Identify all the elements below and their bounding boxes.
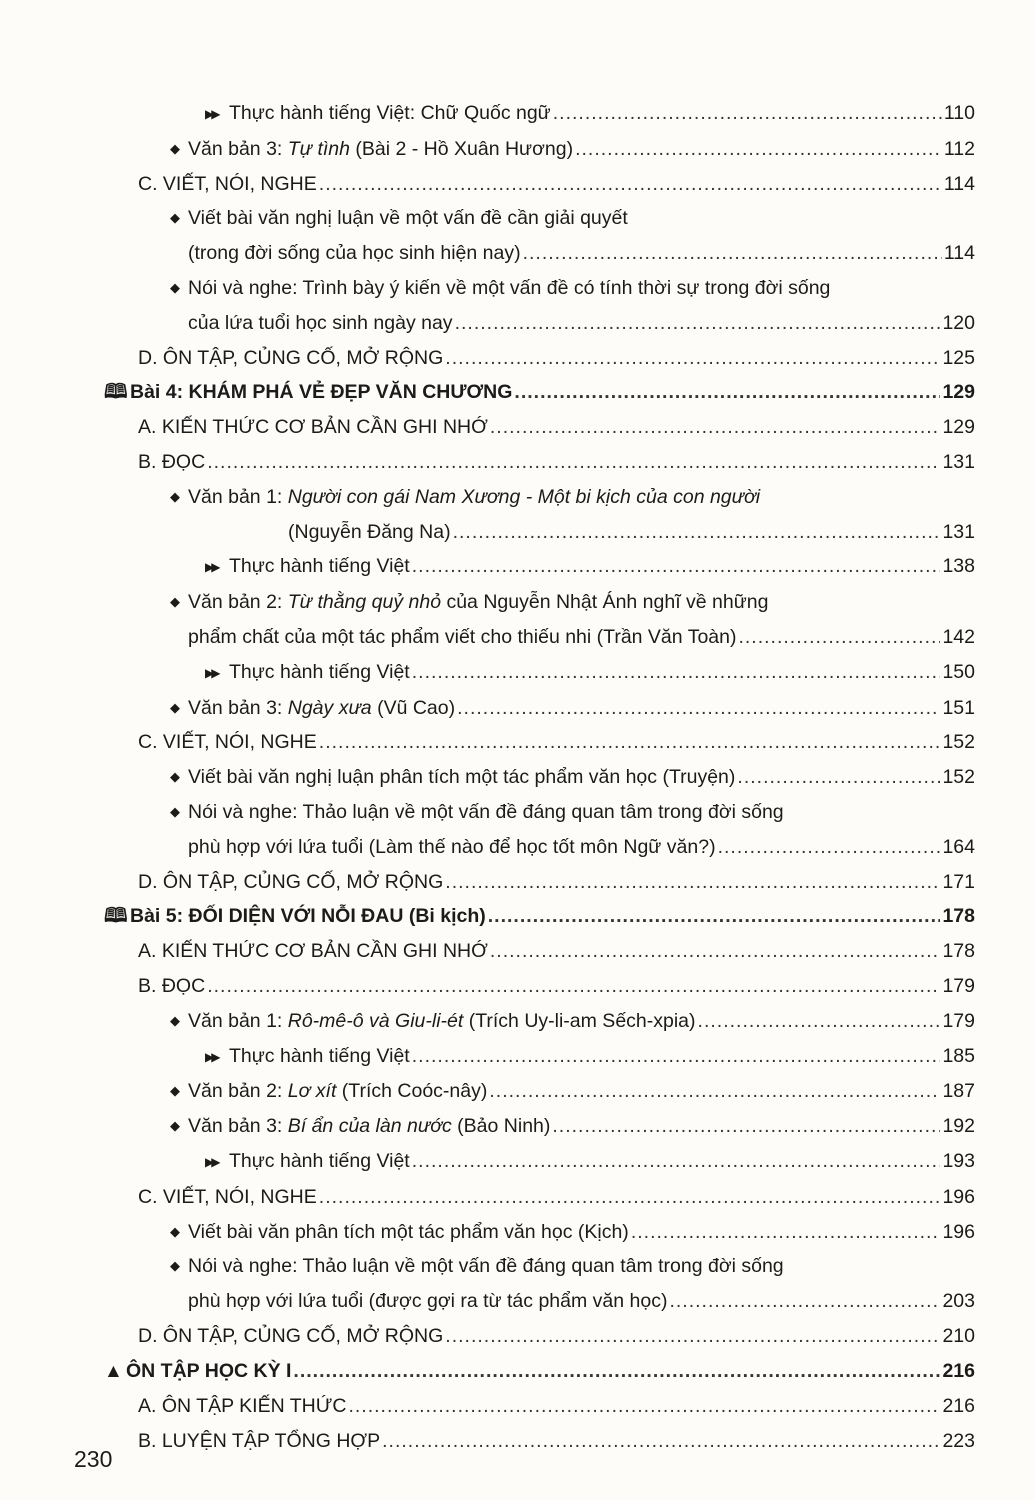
entry-title [104, 1354, 291, 1390]
dot-leader [293, 1354, 940, 1389]
entry-page-number: 185 [942, 1044, 975, 1067]
dot-leader [445, 1319, 940, 1354]
bullet-diamond-icon: ◆ [170, 1083, 180, 1099]
double-arrow-icon: ▶▶ [205, 1049, 218, 1064]
dot-leader [348, 1389, 940, 1424]
entry-title [170, 1074, 487, 1109]
entry-title-italic: Ngày xưa [287, 696, 372, 719]
entry-page-number: 187 [942, 1080, 975, 1103]
toc-entry[interactable] [0, 167, 1034, 202]
dot-leader [412, 1039, 941, 1074]
toc-entry-line [170, 236, 975, 271]
entry-text: Thực hành tiếng Việt [229, 1149, 410, 1172]
toc-entry[interactable] [0, 1389, 1034, 1424]
entry-text: Bài 4: KHÁM PHÁ VẺ ĐẸP VĂN CHƯƠNG [130, 381, 513, 404]
dot-leader [553, 96, 942, 131]
entry-text: Văn bản 3: [188, 1115, 288, 1138]
entry-text: C. VIẾT, NÓI, NGHE [138, 731, 317, 754]
dot-leader [575, 132, 942, 167]
toc-entry[interactable] [0, 655, 1034, 691]
dot-leader [489, 1074, 940, 1109]
toc-entry[interactable] [0, 795, 1034, 865]
dot-leader [445, 341, 940, 376]
bullet-diamond-icon: ◆ [170, 803, 180, 819]
bullet-diamond-icon: ◆ [170, 210, 180, 226]
entry-text: (trong đời sống của học sinh hiện nay) [188, 242, 521, 265]
toc-entry-line [138, 410, 975, 445]
entry-page-number: 152 [942, 731, 975, 754]
dot-leader [382, 1424, 940, 1459]
entry-text: Thực hành tiếng Việt [229, 1044, 410, 1067]
entry-text: Văn bản 1: [188, 485, 288, 508]
entry-page-number: 138 [942, 555, 975, 578]
entry-page-number: 164 [942, 835, 975, 858]
entry-page-number: 142 [942, 625, 975, 648]
entry-text: Nói và nghe: Thảo luận về một vấn đề đáng quan tâm trong đời sống [188, 1255, 784, 1278]
toc-entry-line [138, 445, 975, 480]
entry-page-number: 178 [942, 905, 975, 928]
dot-leader [490, 934, 941, 969]
toc-entry-line [138, 1389, 975, 1424]
entry-title [170, 760, 735, 795]
entry-page-number: 114 [943, 172, 975, 195]
toc-entry-line [205, 549, 975, 585]
toc-entry[interactable] [0, 1249, 1034, 1319]
entry-page-number: 203 [942, 1290, 975, 1313]
dot-leader [207, 445, 940, 480]
dot-leader [698, 1004, 941, 1039]
entry-page-number: 150 [942, 660, 975, 683]
toc-entry-line [205, 1039, 975, 1075]
entry-page-number: 192 [942, 1115, 975, 1138]
entry-page-number: 114 [943, 242, 975, 265]
entry-title [205, 655, 410, 691]
toc-entry[interactable] [0, 375, 1034, 410]
entry-title [138, 445, 205, 480]
dot-leader [412, 1144, 941, 1179]
entry-text: của Nguyễn Nhật Ánh nghĩ về những [441, 591, 769, 614]
bullet-diamond-icon: ◆ [170, 1012, 180, 1028]
entry-title [170, 1215, 629, 1250]
entry-title [188, 620, 736, 655]
double-arrow-icon: ▶▶ [205, 1154, 218, 1169]
entry-text: B. ĐỌC [138, 450, 206, 473]
entry-page-number: 196 [942, 1185, 975, 1208]
toc-entry-line [170, 795, 975, 830]
dot-leader [552, 1109, 940, 1144]
double-arrow-icon: ▶▶ [205, 665, 218, 680]
toc-entry[interactable] [0, 132, 1034, 167]
dot-leader [319, 167, 942, 202]
entry-text: B. LUYỆN TẬP TỔNG HỢP [138, 1430, 381, 1453]
entry-text: (Vũ Cao) [371, 696, 456, 719]
entry-page-number: 210 [942, 1324, 975, 1347]
entry-page-number: 125 [942, 346, 975, 369]
toc-entry[interactable] [0, 341, 1034, 376]
bullet-diamond-icon: ◆ [170, 769, 180, 785]
toc-entry[interactable] [0, 691, 1034, 726]
toc-entry[interactable] [0, 969, 1034, 1004]
entry-page-number: 171 [942, 870, 975, 893]
bullet-diamond-icon: ◆ [170, 594, 180, 610]
entry-text: Bài 5: ĐỐI DIỆN VỚI NỖI ĐAU (Bi kịch) [130, 905, 486, 928]
entry-title-italic: Người con gái Nam Xương - Một bi kịch của con người [287, 485, 761, 508]
toc-entry-line [205, 96, 975, 132]
entry-title-italic: Lơ xít [287, 1080, 337, 1103]
entry-text: Viết bài văn phân tích một tác phẩm văn học (Kịch) [188, 1220, 629, 1243]
toc-entry-line [170, 1109, 975, 1144]
toc-entry-line [138, 969, 975, 1004]
dot-leader [319, 1180, 941, 1215]
entry-title-italic: Bí ẩn của làn nước [287, 1115, 452, 1138]
toc-entry[interactable] [0, 1144, 1034, 1180]
entry-title [170, 1109, 550, 1144]
bullet-diamond-icon: ◆ [170, 140, 180, 156]
toc-entry[interactable] [0, 1319, 1034, 1354]
entry-text: của lứa tuổi học sinh ngày nay [188, 311, 453, 334]
entry-text: (Nguyễn Đăng Na) [288, 520, 451, 543]
entry-page-number: 196 [942, 1220, 975, 1243]
bullet-diamond-icon: ◆ [170, 1223, 180, 1239]
dot-leader [207, 969, 940, 1004]
dot-leader [412, 655, 941, 690]
bullet-diamond-icon: ◆ [170, 1258, 180, 1274]
toc-entry-line [170, 271, 975, 306]
toc-entry-line [104, 375, 975, 410]
toc-entry-line [170, 515, 975, 550]
entry-text: B. ĐỌC [138, 974, 206, 997]
entry-text: C. VIẾT, NÓI, NGHE [138, 1185, 317, 1208]
entry-text: D. ÔN TẬP, CỦNG CỐ, MỞ RỘNG [138, 1324, 444, 1347]
entry-title [170, 691, 455, 726]
entry-text: A. ÔN TẬP KIẾN THỨC [138, 1395, 347, 1418]
entry-text: Văn bản 3: [188, 137, 288, 160]
entry-text: D. ÔN TẬP, CỦNG CỐ, MỞ RỘNG [138, 346, 444, 369]
entry-title [205, 549, 410, 585]
toc-entry[interactable] [0, 1180, 1034, 1215]
dot-leader [738, 620, 940, 655]
entry-title-italic: Tự tình [287, 137, 350, 160]
dot-leader [488, 899, 941, 934]
entry-title-italic: Từ thằng quỷ nhỏ [287, 591, 442, 614]
toc-entry[interactable] [0, 760, 1034, 795]
entry-title [138, 1180, 317, 1215]
toc-entry-line [170, 620, 975, 655]
toc-entry[interactable] [0, 96, 1034, 132]
entry-title [138, 1319, 443, 1354]
entry-text: C. VIẾT, NÓI, NGHE [138, 172, 317, 195]
entry-text: Viết bài văn nghị luận về một vấn đề cần giải quyết [188, 207, 628, 230]
toc-entry[interactable] [0, 1004, 1034, 1039]
bullet-diamond-icon: ◆ [170, 699, 180, 715]
entry-title [188, 830, 716, 865]
entry-text: (Trích Uy-li-am Sếch-xpia) [463, 1009, 696, 1032]
toc-entry-line [170, 306, 975, 341]
entry-text: Thực hành tiếng Việt [229, 555, 410, 578]
entry-title [205, 1039, 410, 1075]
toc-entry[interactable] [0, 585, 1034, 655]
dot-leader [453, 515, 941, 550]
double-arrow-icon: ▶▶ [205, 560, 218, 575]
entry-text: D. ÔN TẬP, CỦNG CỐ, MỞ RỘNG [138, 870, 444, 893]
dot-leader [514, 375, 940, 410]
bullet-diamond-icon: ◆ [170, 279, 180, 295]
toc-entry[interactable] [0, 1074, 1034, 1109]
entry-title [104, 375, 512, 410]
dot-leader [445, 865, 940, 900]
entry-page-number: 151 [942, 696, 975, 719]
entry-page-number: 179 [942, 974, 975, 997]
entry-title [188, 236, 521, 271]
toc-entry-line [170, 201, 975, 236]
toc-entry[interactable] [0, 410, 1034, 445]
toc-entry[interactable] [0, 1424, 1034, 1459]
toc-entry-line [138, 341, 975, 376]
entry-title-italic: Rô-mê-ô và Giu-li-ét [287, 1009, 464, 1032]
entry-title [138, 410, 488, 445]
toc-entry-line [170, 1074, 975, 1109]
entry-title [138, 725, 317, 760]
toc-entry[interactable] [0, 271, 1034, 341]
entry-title [138, 1424, 380, 1459]
entry-title [170, 132, 573, 167]
toc-entry[interactable] [0, 1109, 1034, 1144]
entry-page-number: 178 [942, 940, 975, 963]
entry-text: Nói và nghe: Thảo luận về một vấn đề đáng quan tâm trong đời sống [188, 800, 784, 823]
dot-leader [737, 760, 940, 795]
toc-entry-line [170, 1215, 975, 1250]
toc-entry-line [170, 691, 975, 726]
entry-title [188, 306, 453, 341]
toc-entry-line [170, 1004, 975, 1039]
entry-page-number: 129 [942, 381, 975, 404]
toc-entry-line [138, 1180, 975, 1215]
entry-title [288, 515, 451, 550]
entry-title [170, 1004, 696, 1039]
dot-leader [490, 410, 941, 445]
toc-entry-line [138, 167, 975, 202]
dot-leader [457, 691, 940, 726]
entry-page-number: 216 [942, 1359, 975, 1382]
toc-entry-line [138, 934, 975, 969]
entry-text: Văn bản 3: [188, 696, 288, 719]
entry-title [205, 96, 551, 132]
page-number: 230 [74, 1446, 113, 1472]
entry-page-number: 120 [942, 311, 975, 334]
toc-entry-line [170, 760, 975, 795]
toc-entry[interactable] [0, 1039, 1034, 1075]
entry-title [104, 899, 486, 934]
entry-text: A. KIẾN THỨC CƠ BẢN CẦN GHI NHỚ [138, 416, 488, 439]
entry-page-number: 110 [943, 102, 975, 124]
entry-page-number: 131 [942, 450, 975, 473]
entry-text: Văn bản 2: [188, 1080, 288, 1103]
entry-page-number: 112 [943, 137, 975, 160]
toc-entry[interactable] [0, 1215, 1034, 1250]
toc-entry[interactable] [0, 865, 1034, 900]
toc-entry-line [205, 1144, 975, 1180]
dot-leader [319, 725, 941, 760]
toc-entry[interactable] [0, 480, 1034, 550]
toc-entry[interactable] [0, 549, 1034, 585]
entry-title [138, 934, 488, 969]
entry-title [138, 167, 317, 202]
toc-entry-line [170, 830, 975, 865]
bullet-diamond-icon: ◆ [170, 1118, 180, 1134]
entry-title [138, 969, 205, 1004]
entry-text: (Trích Coóc-nây) [336, 1080, 488, 1103]
toc-entry-line [104, 1354, 975, 1390]
entry-text: Thực hành tiếng Việt: Chữ Quốc ngữ [229, 102, 551, 124]
entry-page-number: 131 [942, 520, 975, 543]
entry-text: phù hợp với lứa tuổi (được gợi ra từ tác phẩm văn học) [188, 1290, 668, 1313]
book-icon: 🕮 [104, 905, 128, 928]
entry-title [138, 1389, 346, 1424]
dot-leader [455, 306, 941, 341]
entry-page-number: 193 [942, 1149, 975, 1172]
entry-text: Viết bài văn nghị luận phân tích một tác phẩm văn học (Truyện) [188, 766, 736, 789]
book-icon: 🕮 [104, 381, 128, 404]
toc-entry-line [170, 480, 975, 515]
toc-entry[interactable] [0, 445, 1034, 480]
bullet-diamond-icon: ◆ [170, 488, 180, 504]
entry-text: Văn bản 1: [188, 1009, 288, 1032]
table-of-contents [0, 96, 1034, 1459]
toc-entry-line [138, 865, 975, 900]
entry-title [138, 865, 443, 900]
toc-entry-line [170, 1284, 975, 1319]
toc-entry[interactable] [0, 934, 1034, 969]
dot-leader [412, 549, 941, 584]
entry-text: Văn bản 2: [188, 591, 288, 614]
toc-entry[interactable] [0, 725, 1034, 760]
entry-page-number: 152 [942, 766, 975, 789]
entry-page-number: 216 [942, 1395, 975, 1418]
dot-leader [523, 236, 942, 271]
toc-entry-line [205, 655, 975, 691]
toc-entry-line [170, 1249, 975, 1284]
triangle-icon: ▲ [104, 1360, 123, 1382]
entry-page-number: 179 [942, 1009, 975, 1032]
entry-text: phẩm chất của một tác phẩm viết cho thiếu nhi (Trần Văn Toàn) [188, 625, 737, 648]
toc-entry[interactable] [0, 201, 1034, 271]
entry-text: (Bài 2 - Hồ Xuân Hương) [349, 137, 574, 160]
toc-entry[interactable] [0, 899, 1034, 934]
toc-entry-line [138, 725, 975, 760]
toc-entry-line [104, 899, 975, 934]
double-arrow-icon: ▶▶ [205, 107, 218, 121]
dot-leader [631, 1215, 941, 1250]
toc-entry-line [170, 585, 975, 620]
dot-leader [669, 1284, 940, 1319]
toc-entry-line [138, 1319, 975, 1354]
entry-text: Nói và nghe: Trình bày ý kiến về một vấn đề có tính thời sự trong đời sống [188, 276, 831, 299]
entry-text: Thực hành tiếng Việt [229, 660, 410, 683]
entry-text: phù hợp với lứa tuổi (Làm thế nào để học tốt môn Ngữ văn?) [188, 835, 716, 858]
entry-title [138, 341, 443, 376]
entry-title [205, 1144, 410, 1180]
entry-page-number: 129 [942, 416, 975, 439]
entry-page-number: 223 [942, 1430, 975, 1453]
entry-title [188, 1284, 667, 1319]
entry-text: A. KIẾN THỨC CƠ BẢN CẦN GHI NHỚ [138, 940, 488, 963]
dot-leader [718, 830, 941, 865]
toc-entry-line [138, 1424, 975, 1459]
entry-text: ÔN TẬP HỌC KỲ I [126, 1359, 292, 1382]
toc-entry-line [170, 132, 975, 167]
entry-text: (Bảo Ninh) [451, 1115, 551, 1138]
toc-entry[interactable] [0, 1354, 1034, 1390]
